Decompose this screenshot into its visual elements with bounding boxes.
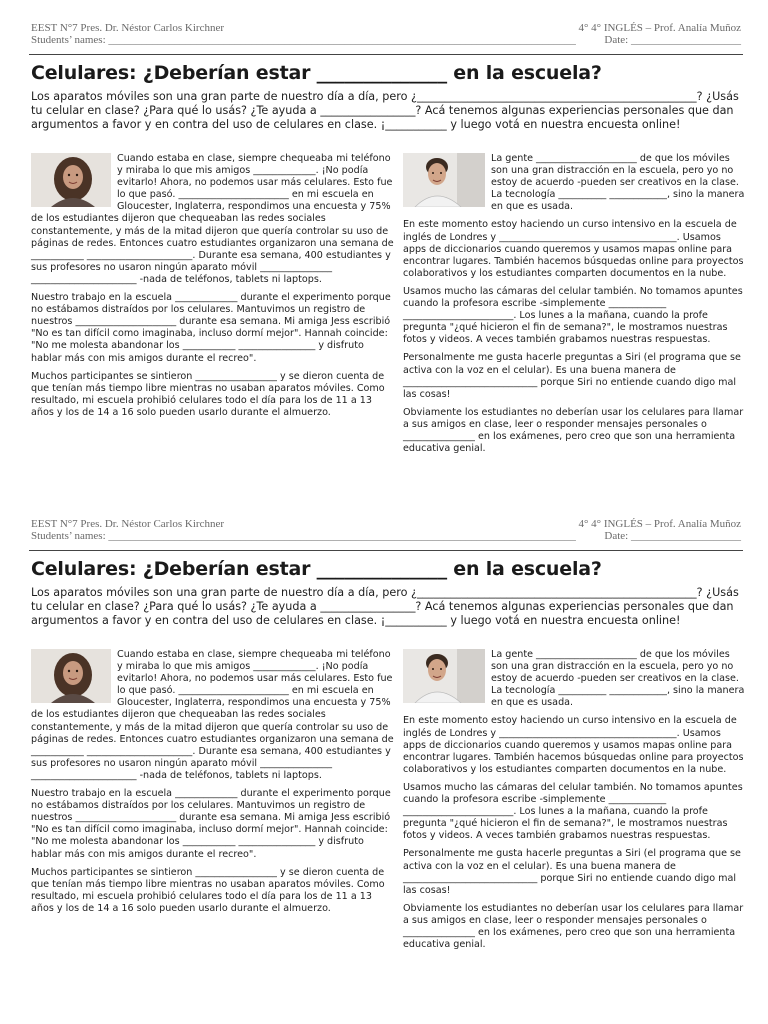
course-name: 4° 4° INGLÉS – Prof. Analía Muñoz (578, 518, 741, 530)
header-divider (29, 550, 743, 551)
boy-photo (403, 153, 485, 207)
boy-photo (403, 649, 485, 703)
right-paragraph-1 (403, 649, 745, 709)
left-paragraph-1 (31, 649, 395, 782)
left-paragraph-3: Muchos participantes se sintieron _________________ y se dieron cuenta de que tenían más tiempo libre mientras no usaban aparatos móviles. Como resultado, mi escuela prohibió celulares todo el día para los de 11 a 13 años y los de 14 a 16 solo pueden usarlo durante el almuerzo. (31, 370, 385, 418)
right-column (403, 153, 745, 461)
left-paragraph-1-text: Cuando estaba en clase, siempre chequeaba mi teléfono y miraba lo que mis amigos _____________. ¡No podía evitarlo! Ahora, no podemos usar más celulares. Esto fue lo que pasó. _______________________ en mi escuela en Gloucester, Inglaterra, respondimos una encuesta y 75% de los estudiantes dijeron que chequeaban las redes sociales constantemente, y más de la mitad dijeron que quería controlar su uso de páginas de redes. Entonces cuatro estudiantes organizaron una semana de ___________ ______________________. Durante esa semana, 400 estudiantes y sus profesores no usaron ningún aparato móvil _______________ ______________________ -nada de teléfonos, tablets ni laptops. (31, 153, 394, 285)
date-line: Date: ____________________ (604, 530, 741, 542)
left-paragraph-3: Muchos participantes se sintieron _________________ y se dieron cuenta de que tenían más tiempo libre mientras no usaban aparatos móviles. Como resultado, mi escuela prohibió celulares todo el día para los de 11 a 13 años y los de 14 a 16 solo pueden usarlo durante el almuerzo. (31, 866, 385, 914)
students-names-line: Students’ names: _____________________________________________________________________________________ (31, 34, 576, 46)
left-paragraph-2: Nuestro trabajo en la escuela _____________ durante el experimento porque no estábamos distraídos por los celulares. Mantuvimos un registro de nuestros _____________________ durante esa semana. Mi amiga Jess escribió "No es tan difícil como imaginaba, incluso dormí mejor". Hannah coincide: "No me molesta abandonar los ___________ ________________ y disfruto hablar más con mis amigos durante el recreo". (31, 292, 391, 364)
left-column (31, 153, 395, 425)
intro-paragraph: Los aparatos móviles son una gran parte de nuestro día a día, pero ¿__________________________________________________? ¿Usás tu celular en clase? ¿Para qué lo usás? ¿Te ayuda a _________________? Acá tenemos algunas experiencias personales que dan argumentos a favor y en contra del uso de celulares en clase. ¡___________ y luego votá en nuestra encuesta online! (31, 586, 739, 628)
header-divider (29, 54, 743, 55)
right-paragraph-5: Obviamente los estudiantes no deberían usar los celulares para llamar a sus amigos en clase, leer o responder mensajes personales o _______________ en los exámenes, pero creo que son una herramienta educativa genial. (403, 902, 744, 951)
right-paragraph-1-text: La gente _____________________ de que los móviles son una gran distracción en la escuela, pero yo no estoy de acuerdo -pueden ser creativos en la clase. La tecnología __________ ____________, sino la manera en que es usada. (491, 153, 745, 213)
students-names-line: Students’ names: _____________________________________________________________________________________ (31, 530, 576, 542)
worksheet-copy-1 (0, 0, 768, 500)
right-paragraph-5: Obviamente los estudiantes no deberían usar los celulares para llamar a sus amigos en clase, leer o responder mensajes personales o _______________ en los exámenes, pero creo que son una herramienta educativa genial. (403, 406, 744, 455)
right-column (403, 649, 745, 957)
worksheet-title: Celulares: ¿Deberían estar ______________ en la escuela? (31, 558, 602, 580)
intro-paragraph: Los aparatos móviles son una gran parte de nuestro día a día, pero ¿__________________________________________________? ¿Usás tu celular en clase? ¿Para qué lo usás? ¿Te ayuda a _________________? Acá tenemos algunas experiencias personales que dan argumentos a favor y en contra del uso de celulares en clase. ¡___________ y luego votá en nuestra encuesta online! (31, 90, 739, 132)
right-paragraph-3: Usamos mucho las cámaras del celular también. No tomamos apuntes cuando la profesora escribe -simplemente ____________ _______________________. Los lunes a la mañana, cuando la profe pregunta "¿qué hicieron el fin de semana?", le mostramos nuestras fotos y videos. A veces también grabamos nuestras respuestas. (403, 285, 743, 346)
date-line: Date: ____________________ (604, 34, 741, 46)
worksheet-title: Celulares: ¿Deberían estar ______________ en la escuela? (31, 62, 602, 84)
left-paragraph-1 (31, 153, 395, 286)
worksheet-copy-2 (0, 496, 768, 996)
right-paragraph-4: Personalmente me gusta hacerle preguntas a Siri (el programa que se activa con la voz en el celular). Es una buena manera de ____________________________ porque Siri no entiende cuando digo mal las cosas! (403, 848, 741, 896)
girl-photo (31, 153, 111, 207)
course-name: 4° 4° INGLÉS – Prof. Analía Muñoz (578, 22, 741, 34)
right-paragraph-1-text: La gente _____________________ de que los móviles son una gran distracción en la escuela, pero yo no estoy de acuerdo -pueden ser creativos en la clase. La tecnología __________ ____________, sino la manera en que es usada. (491, 649, 745, 709)
girl-photo (31, 649, 111, 703)
right-paragraph-2: En este momento estoy haciendo un curso intensivo en la escuela de inglés de Londres y _____________________________________. Usamos apps de diccionarios cuando queremos y usamos mapas online para encontrar lugares. También hacemos búsquedas online para proyectos colaborativos y los estudiantes comparten documentos en la nube. (403, 219, 744, 279)
left-paragraph-1-text: Cuando estaba en clase, siempre chequeaba mi teléfono y miraba lo que mis amigos _____________. ¡No podía evitarlo! Ahora, no podemos usar más celulares. Esto fue lo que pasó. _______________________ en mi escuela en Gloucester, Inglaterra, respondimos una encuesta y 75% de los estudiantes dijeron que chequeaban las redes sociales constantemente, y más de la mitad dijeron que quería controlar su uso de páginas de redes. Entonces cuatro estudiantes organizaron una semana de ___________ ______________________. Durante esa semana, 400 estudiantes y sus profesores no usaron ningún aparato móvil _______________ ______________________ -nada de teléfonos, tablets ni laptops. (31, 649, 394, 781)
left-column (31, 649, 395, 921)
right-paragraph-4: Personalmente me gusta hacerle preguntas a Siri (el programa que se activa con la voz en el celular). Es una buena manera de ____________________________ porque Siri no entiende cuando digo mal las cosas! (403, 352, 741, 400)
left-paragraph-2: Nuestro trabajo en la escuela _____________ durante el experimento porque no estábamos distraídos por los celulares. Mantuvimos un registro de nuestros _____________________ durante esa semana. Mi amiga Jess escribió "No es tan difícil como imaginaba, incluso dormí mejor". Hannah coincide: "No me molesta abandonar los ___________ ________________ y disfruto hablar más con mis amigos durante el recreo". (31, 788, 391, 860)
right-paragraph-3: Usamos mucho las cámaras del celular también. No tomamos apuntes cuando la profesora escribe -simplemente ____________ _______________________. Los lunes a la mañana, cuando la profe pregunta "¿qué hicieron el fin de semana?", le mostramos nuestras fotos y videos. A veces también grabamos nuestras respuestas. (403, 781, 743, 842)
right-paragraph-2: En este momento estoy haciendo un curso intensivo en la escuela de inglés de Londres y _____________________________________. Usamos apps de diccionarios cuando queremos y usamos mapas online para encontrar lugares. También hacemos búsquedas online para proyectos colaborativos y los estudiantes comparten documentos en la nube. (403, 715, 744, 775)
school-name: EEST N°7 Pres. Dr. Néstor Carlos Kirchner (31, 518, 224, 530)
right-paragraph-1 (403, 153, 745, 213)
school-name: EEST N°7 Pres. Dr. Néstor Carlos Kirchner (31, 22, 224, 34)
